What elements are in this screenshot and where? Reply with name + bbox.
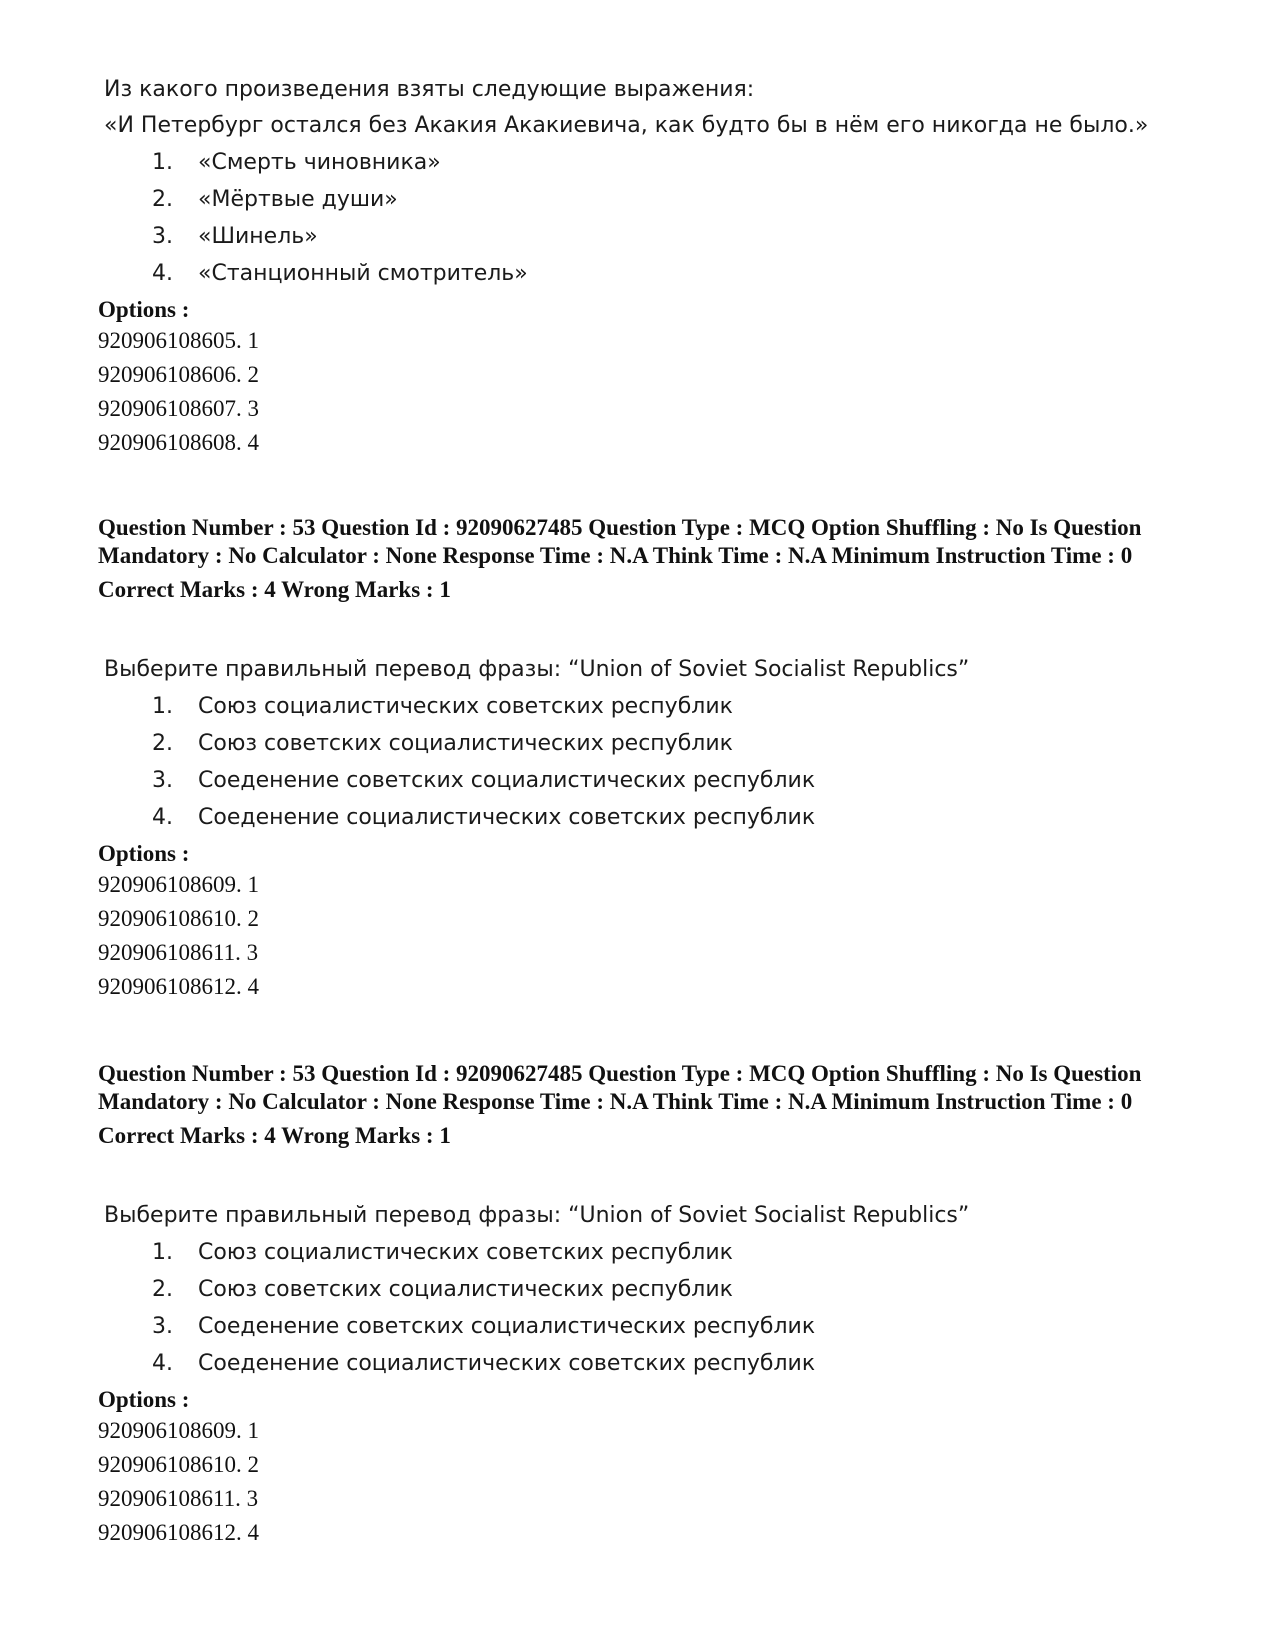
- question-marks: Correct Marks : 4 Wrong Marks : 1: [98, 577, 451, 602]
- choice-item: [0, 762, 1275, 799]
- option-line: 920906108605. 1: [98, 328, 259, 353]
- option-line: 920906108611. 3: [98, 1486, 259, 1511]
- option-line: 920906108609. 1: [98, 1418, 259, 1443]
- choice-text: «Шинель»: [198, 224, 318, 249]
- choice-item: [0, 181, 1275, 218]
- choice-text: Соеденение социалистических советских республик: [198, 1351, 816, 1376]
- option-line: 920906108611. 3: [98, 940, 259, 965]
- choice-text: Союз советских социалистических республик: [198, 731, 733, 756]
- question-1-options: [0, 296, 1275, 460]
- question-1: [0, 72, 1275, 292]
- options-label: Options :: [98, 297, 190, 322]
- choice-item: [0, 255, 1275, 292]
- choice-number: 3.: [152, 224, 173, 249]
- question-meta: Question Number : 53 Question Id : 92090627485 Question Type : MCQ Option Shuffling : No Is Question Mandatory : No Calculator : None Response Time : N.A Think Time : N.A Minimum Instruction Time : 0: [98, 1061, 1142, 1114]
- choice-text: «Станционный смотритель»: [198, 261, 528, 286]
- choice-text: Союз социалистических советских республик: [198, 1240, 733, 1265]
- choice-item: [0, 725, 1275, 762]
- choice-item: [0, 1271, 1275, 1308]
- choice-item: [0, 1234, 1275, 1271]
- option-line: 920906108607. 3: [98, 396, 259, 421]
- choice-number: 2.: [152, 1277, 173, 1302]
- question-1-choices: [0, 144, 1275, 292]
- question-3-header: [0, 1060, 1275, 1150]
- option-line: 920906108610. 2: [98, 906, 259, 931]
- choice-number: 1.: [152, 150, 173, 175]
- choice-item: [0, 218, 1275, 255]
- choice-number: 3.: [152, 1314, 173, 1339]
- choice-text: Соеденение социалистических советских республик: [198, 805, 816, 830]
- choice-number: 2.: [152, 187, 173, 212]
- choice-number: 1.: [152, 1240, 173, 1265]
- choice-number: 4.: [152, 805, 173, 830]
- option-line: 920906108609. 1: [98, 872, 259, 897]
- question-3-options: [0, 1386, 1275, 1550]
- question-1-quote: «И Петербург остался без Акакия Акакиевича, как будто бы в нём его никогда не было.»: [104, 113, 1149, 138]
- options-label: Options :: [98, 841, 190, 866]
- choice-item: [0, 1308, 1275, 1345]
- question-2-header: [0, 514, 1275, 604]
- choice-text: Союз советских социалистических республик: [198, 1277, 733, 1302]
- choice-text: Соеденение советских социалистических республик: [198, 768, 816, 793]
- options-label: Options :: [98, 1387, 190, 1412]
- choice-text: Союз социалистических советских республик: [198, 694, 733, 719]
- question-2-prompt: Выберите правильный перевод фразы: “Union of Soviet Socialist Republics”: [104, 657, 970, 682]
- question-3-prompt: Выберите правильный перевод фразы: “Union of Soviet Socialist Republics”: [104, 1203, 970, 1228]
- question-3-choices: [0, 1234, 1275, 1382]
- choice-text: Соеденение советских социалистических республик: [198, 1314, 816, 1339]
- question-3: [0, 1198, 1275, 1382]
- question-2: [0, 652, 1275, 836]
- question-meta: Question Number : 53 Question Id : 92090627485 Question Type : MCQ Option Shuffling : No Is Question Mandatory : No Calculator : None Response Time : N.A Think Time : N.A Minimum Instruction Time : 0: [98, 515, 1142, 568]
- question-2-choices: [0, 688, 1275, 836]
- choice-item: [0, 144, 1275, 181]
- choice-item: [0, 688, 1275, 725]
- question-2-options: [0, 840, 1275, 1004]
- choice-text: «Смерть чиновника»: [198, 150, 441, 175]
- choice-number: 4.: [152, 261, 173, 286]
- choice-number: 1.: [152, 694, 173, 719]
- choice-number: 2.: [152, 731, 173, 756]
- option-line: 920906108608. 4: [98, 430, 259, 455]
- option-line: 920906108612. 4: [98, 974, 259, 999]
- option-line: 920906108610. 2: [98, 1452, 259, 1477]
- choice-number: 4.: [152, 1351, 173, 1376]
- option-line: 920906108606. 2: [98, 362, 259, 387]
- choice-item: [0, 1345, 1275, 1382]
- choice-number: 3.: [152, 768, 173, 793]
- choice-item: [0, 799, 1275, 836]
- choice-text: «Мёртвые души»: [198, 187, 398, 212]
- option-line: 920906108612. 4: [98, 1520, 259, 1545]
- question-1-prompt: Из какого произведения взяты следующие выражения:: [104, 77, 755, 102]
- question-marks: Correct Marks : 4 Wrong Marks : 1: [98, 1123, 451, 1148]
